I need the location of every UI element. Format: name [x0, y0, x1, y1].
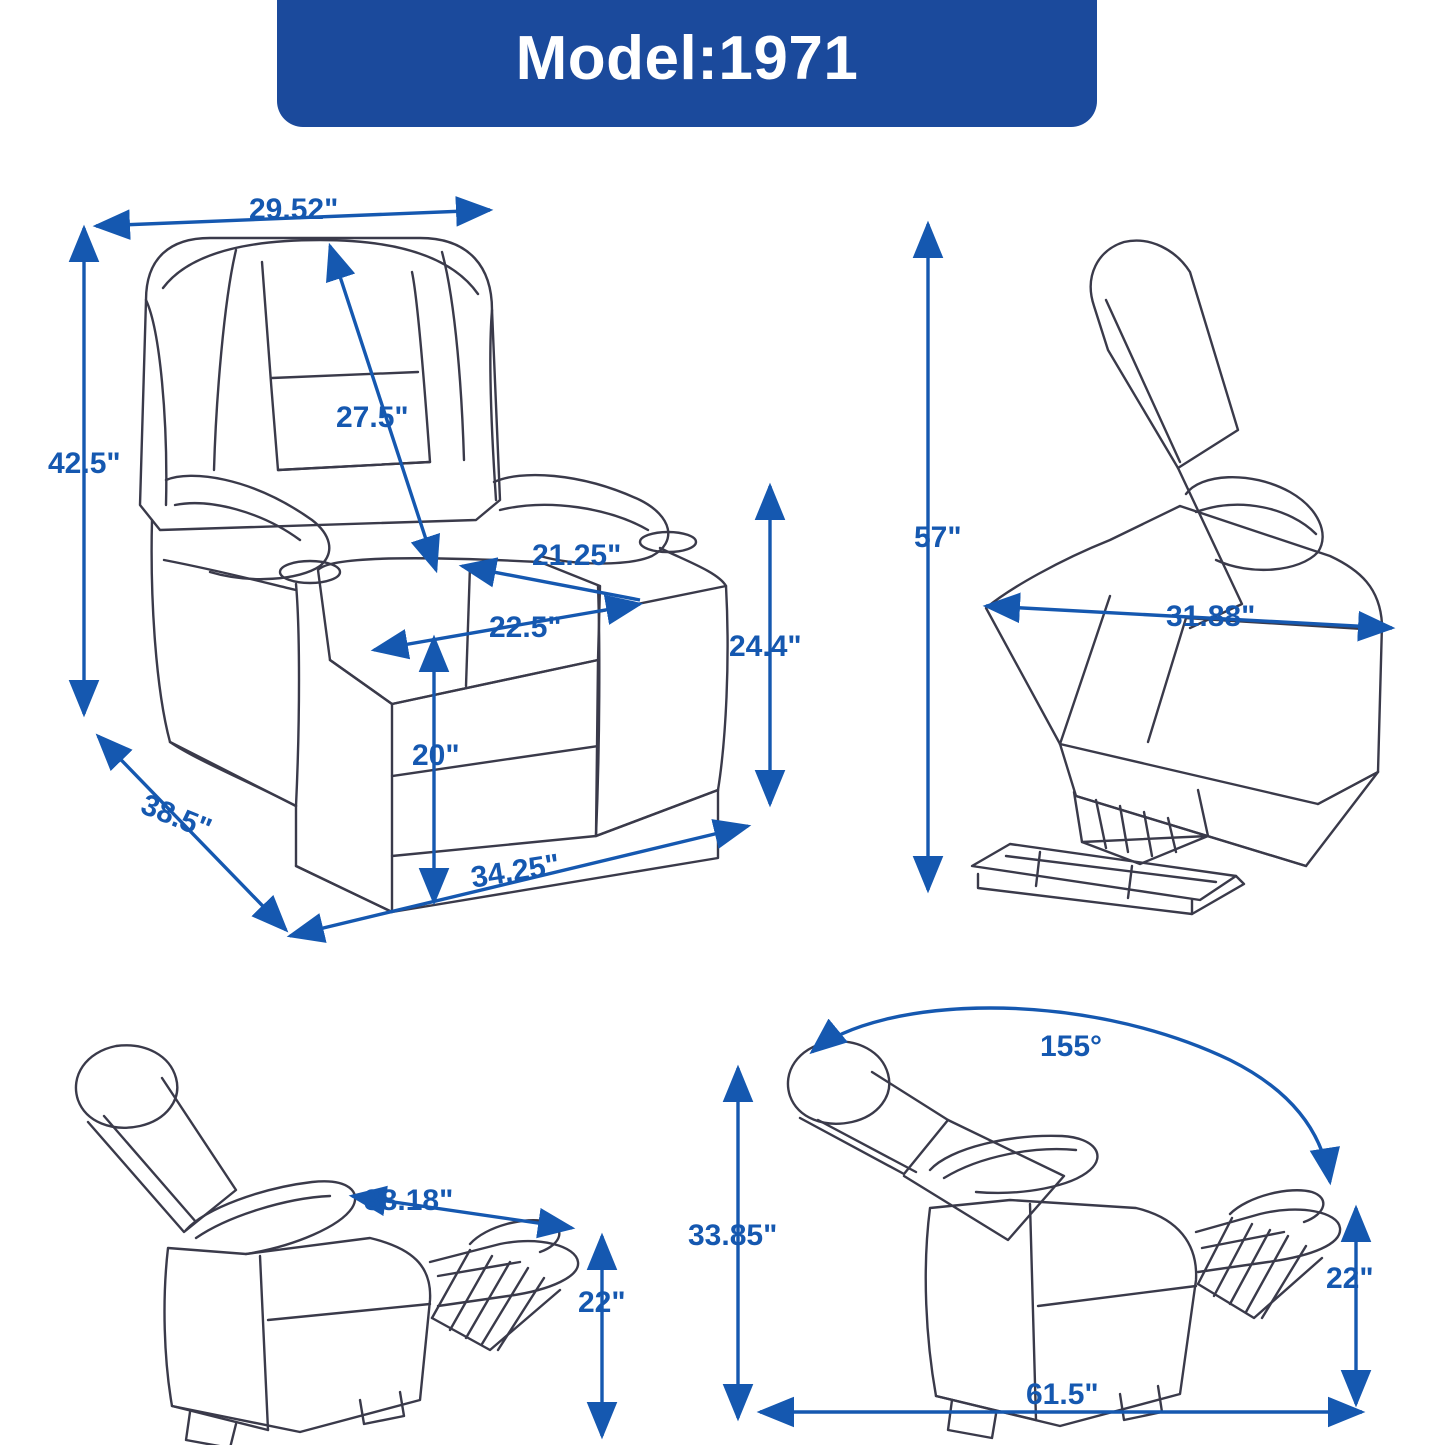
dimension-overall-height: 42.5" — [48, 447, 121, 480]
reclined-view-dimension-lines — [352, 1196, 602, 1436]
dimension-overall-width-top: 29.52" — [249, 193, 339, 226]
model-title-banner — [277, 0, 1097, 127]
dimension-reclined-height: 33.85" — [688, 1219, 778, 1252]
dimension-backrest-height: 27.5" — [336, 401, 409, 434]
dimension-seat-width-inner: 21.25" — [532, 539, 622, 572]
figure-lift-side-drawing — [972, 241, 1382, 914]
figure-front-three-quarter-drawing — [140, 238, 728, 912]
dimension-armrest-height: 24.4" — [729, 630, 802, 663]
dimension-seat-height: 20" — [412, 739, 460, 772]
dimension-lift-depth: 31.88" — [1166, 600, 1256, 633]
dimension-lift-height: 57" — [914, 521, 962, 554]
dimension-footrest-height-left: 22" — [578, 1286, 626, 1319]
full-recline-dimension-lines — [738, 1008, 1362, 1418]
figure-reclined-side-drawing — [76, 1045, 578, 1445]
lift-view-dimension-lines — [928, 224, 1392, 890]
page-title: Model:1971 — [515, 23, 859, 93]
dimension-fully-reclined-length: 61.5" — [1026, 1378, 1099, 1411]
dimension-overall-depth-diagonal: 38.5" — [136, 788, 217, 846]
dimension-recline-length: 38.18" — [364, 1184, 454, 1217]
dimension-footrest-height-right: 22" — [1326, 1262, 1374, 1295]
dimension-recline-angle: 155° — [1040, 1030, 1103, 1063]
dimension-seat-depth: 22.5" — [489, 611, 562, 644]
dimension-overall-width-base: 34.25" — [468, 848, 563, 895]
